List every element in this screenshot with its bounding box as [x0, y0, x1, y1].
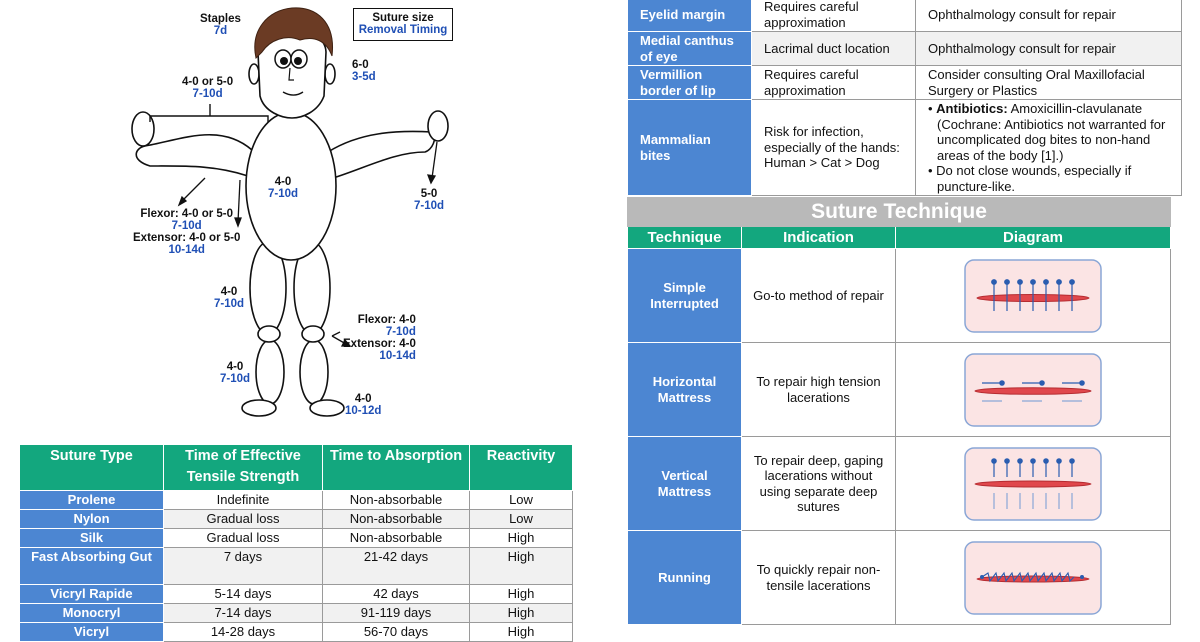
bite-risk-order: Human > Cat > Dog: [764, 155, 880, 171]
table-cell: 5-14 days: [164, 585, 323, 604]
table-cell: High: [470, 529, 573, 548]
label-trunk: 4-0 7-10d: [268, 176, 299, 200]
label-scalp: Staples 7d: [200, 13, 241, 37]
column-header: Diagram: [896, 227, 1171, 249]
technique-name: Horizontal Mattress: [628, 343, 742, 437]
table-row: [20, 604, 573, 623]
table-row: [628, 249, 1171, 343]
diagram-cell: [896, 531, 1171, 625]
location-name: Medial canthus of eye: [628, 32, 752, 66]
bite-risk-text: Risk for infection, especially of the hands:: [764, 124, 900, 155]
table-cell: Ophthalmology consult for repair: [916, 32, 1182, 66]
technique-indication: Go-to method of repair: [742, 249, 896, 343]
table-cell: Low: [470, 510, 573, 529]
table-cell: Requires careful approximation: [752, 0, 916, 32]
label-face: 6-0 3-5d: [352, 59, 376, 83]
table-row: [628, 343, 1171, 437]
suture-type-table: [19, 444, 573, 642]
table-cell: Consider consulting Oral Maxillofacial Surgery or Plastics: [916, 66, 1182, 100]
suture-name: Vicryl: [20, 623, 164, 642]
running-diagram: [964, 541, 1102, 615]
location-name: Mammalian bites: [628, 100, 752, 196]
table-cell: 7-14 days: [164, 604, 323, 623]
suture-name: Vicryl Rapide: [20, 585, 164, 604]
suture-name: Silk: [20, 529, 164, 548]
table-row: [20, 529, 573, 548]
table-cell: High: [470, 585, 573, 604]
technique-name: Running: [628, 531, 742, 625]
label-knee: Flexor: 4-0 7-10d Extensor: 4-0 10-14d: [343, 314, 416, 362]
table-row: [20, 491, 573, 510]
suture-name: Monocryl: [20, 604, 164, 623]
technique-indication: To quickly repair non-tensile lacerations: [742, 531, 896, 625]
suture-name: Prolene: [20, 491, 164, 510]
table-cell: 91-119 days: [323, 604, 470, 623]
technique-name: Vertical Mattress: [628, 437, 742, 531]
column-header: Indication: [742, 227, 896, 249]
label-arm: Flexor: 4-0 or 5-0 7-10d Extensor: 4-0 or 5-0 10-14d: [133, 208, 241, 256]
table-cell: Non-absorbable: [323, 491, 470, 510]
section-title: Suture Technique: [628, 198, 1171, 227]
table-cell: High: [470, 604, 573, 623]
horizontal-mattress-diagram: [964, 353, 1102, 427]
diagram-cell: [896, 437, 1171, 531]
table-cell: High: [470, 623, 573, 642]
table-cell: Lacrimal duct location: [752, 32, 916, 66]
table-cell: Requires careful approximation: [752, 66, 916, 100]
table-cell: Ophthalmology consult for repair: [916, 0, 1182, 32]
label-foot: 4-0 10-12d: [345, 393, 382, 417]
list-item: • Antibiotics: Amoxicillin-clavulanate (Cochrane: Antibiotics not warranted for uncomplicated dog bites to non-hand areas of the body [1].): [937, 101, 1169, 163]
column-header: Technique: [628, 227, 742, 249]
table-row: [628, 66, 1182, 100]
column-header: Time of Effective Tensile Strength: [164, 445, 323, 491]
table-cell: Gradual loss: [164, 529, 323, 548]
label-leg: 4-0 7-10d: [220, 361, 251, 385]
location-name: Eyelid margin: [628, 0, 752, 32]
special-locations-table: [627, 0, 1182, 196]
table-cell: Low: [470, 491, 573, 510]
suture-technique-table: [627, 197, 1171, 625]
label-neck: 4-0 or 5-0 7-10d: [182, 76, 234, 100]
suture-name: Fast Absorbing Gut: [20, 548, 164, 585]
table-cell: Gradual loss: [164, 510, 323, 529]
table-row: [628, 531, 1171, 625]
table-row: [628, 32, 1182, 66]
table-row: [628, 437, 1171, 531]
table-row: [20, 510, 573, 529]
technique-indication: To repair high tension lacerations: [742, 343, 896, 437]
diagram-cell: [896, 343, 1171, 437]
label-thigh: 4-0 7-10d: [214, 286, 245, 310]
list-item: • Do not close wounds, especially if puncture-like.: [937, 163, 1169, 194]
technique-name: Simple Interrupted: [628, 249, 742, 343]
table-cell: 21-42 days: [323, 548, 470, 585]
legend-size-label: Suture size: [372, 12, 434, 24]
bite-recommendations: [928, 101, 1169, 194]
table-header-row: [628, 227, 1171, 249]
table-row: [20, 548, 573, 585]
technique-indication: To repair deep, gaping lacerations without using separate deep sutures: [742, 437, 896, 531]
table-cell: Indefinite: [164, 491, 323, 510]
column-header: Suture Type: [20, 445, 164, 491]
column-header: Time to Absorption: [323, 445, 470, 491]
diagram-cell: [896, 249, 1171, 343]
column-header: Reactivity: [470, 445, 573, 491]
table-cell: 7 days: [164, 548, 323, 585]
table-cell: 14-28 days: [164, 623, 323, 642]
legend-box: [353, 8, 453, 41]
table-cell: Non-absorbable: [323, 529, 470, 548]
suture-name: Nylon: [20, 510, 164, 529]
table-cell: [752, 100, 916, 196]
table-row: [628, 0, 1182, 32]
vertical-mattress-diagram: [964, 447, 1102, 521]
table-cell: 56-70 days: [323, 623, 470, 642]
table-cell: High: [470, 548, 573, 585]
table-cell: 42 days: [323, 585, 470, 604]
label-hand: 5-0 7-10d: [414, 188, 445, 212]
table-header-row: [20, 445, 573, 491]
table-cell: [916, 100, 1182, 196]
table-cell: Non-absorbable: [323, 510, 470, 529]
simple-interrupted-diagram: [964, 259, 1102, 333]
table-row: [20, 585, 573, 604]
table-row: [628, 100, 1182, 196]
location-name: Vermillion border of lip: [628, 66, 752, 100]
legend-timing-label: Removal Timing: [358, 24, 448, 36]
table-row: [20, 623, 573, 642]
